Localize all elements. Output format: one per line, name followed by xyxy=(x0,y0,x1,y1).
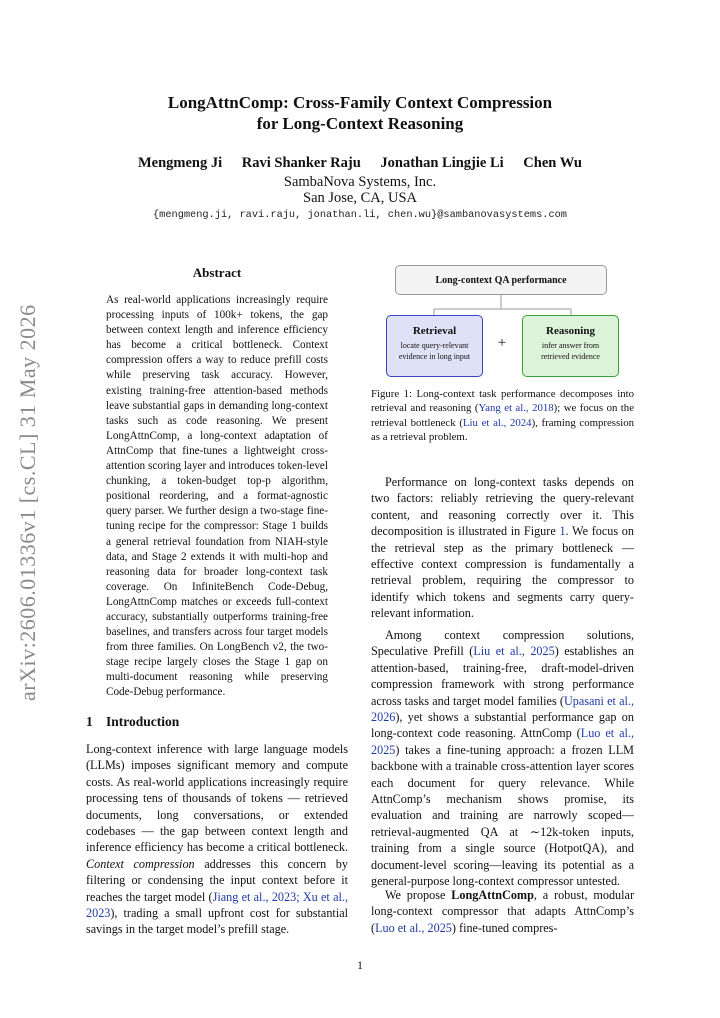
retrieval-desc-2: evidence in long input xyxy=(398,352,471,361)
citation-link[interactable]: Liu et al., 2025 xyxy=(473,644,555,659)
text-run: We propose xyxy=(385,888,452,902)
citation-link[interactable]: Upasani et al., 2026 xyxy=(371,693,635,725)
text-run: Long-context inference with large language models (LLMs) imposes significant memory and compute costs. As real-world applications increasingly require processing tens of thousands of tokens — retrieved documents, long conversations, or extended codebases — the gap between context length and inference efficiency has become a critical bottleneck. xyxy=(86,742,348,855)
right-paragraph-3 xyxy=(371,887,634,936)
author-list xyxy=(100,155,620,172)
affiliation: SambaNova Systems, Inc. xyxy=(283,174,437,190)
reasoning-desc-2: retrieved evidence xyxy=(541,352,600,361)
figure-reasoning-box xyxy=(522,315,619,377)
arxiv-stamp: arXiv:2606.01336v1 [cs.CL] 31 May 2026 xyxy=(15,304,40,701)
abstract-heading: Abstract xyxy=(192,265,242,280)
citation-link[interactable]: Jiang et al., 2023; Xu et al., 2023 xyxy=(86,889,348,921)
right-paragraph-1 xyxy=(371,474,634,622)
figure-top-box: Long-context QA performance xyxy=(395,265,607,295)
author-3: Jonathan Lingjie Li xyxy=(380,155,504,171)
section-heading-introduction xyxy=(86,714,179,730)
text-run: . We focus on the retrieval step as the primary bottleneck — effective context compression is fundamentally a retrieval problem, requiring the compressor to identify which tokens and segments carry query-relevant information. xyxy=(371,524,634,621)
intro-paragraph-1 xyxy=(86,741,348,938)
citation-link[interactable]: Liu et al., 2024 xyxy=(462,416,532,429)
author-emails[interactable]: {mengmeng.ji, ravi.raju, jonathan.li, chen.wu}@sambanovasystems.com xyxy=(152,209,567,221)
title-line-2: for Long-Context Reasoning xyxy=(256,114,464,133)
text-run: ), trading a small upfront cost for substantial savings in the target model’s prefill stage. xyxy=(86,906,348,937)
text-run: ) takes a fine-tuning approach: a frozen LLM backbone with a trainable cross-attention layer scores each document for query relevance. While AttnComp’s mechanism shows promise, its evaluation and training are narrowly scoped—retrieval-augmented QA at ∼12k-token inputs, training from a single source (HotpotQA), and document-level scoring—leaving its potential as a general-purpose long-context compressor untested. xyxy=(371,742,634,889)
emphasis: Context compression xyxy=(86,856,195,871)
figure-1-caption xyxy=(371,387,634,445)
citation-link[interactable]: Luo et al., 2025 xyxy=(371,726,634,757)
text-run: ) establishes an attention-based, training-free, draft-model-driven compression framework with strong performance across tasks and target model families ( xyxy=(371,644,634,708)
bold-term: LongAttnComp xyxy=(451,888,534,902)
text-run: addresses this concern by filtering or condensing the input context before it reaches the target model ( xyxy=(86,856,348,904)
section-number: 1 xyxy=(86,714,93,729)
citation-link[interactable]: Luo et al., 2025 xyxy=(375,920,452,935)
author-4: Chen Wu xyxy=(523,155,582,171)
reasoning-desc-1: infer answer from xyxy=(541,341,600,350)
author-1: Mengmeng Ji xyxy=(137,155,223,171)
retrieval-title: Retrieval xyxy=(412,325,457,337)
text-run: Among context compression solutions, Speculative Prefill ( xyxy=(371,628,634,659)
figure-ref-link[interactable]: 1 xyxy=(559,524,566,539)
figure-retrieval-box xyxy=(386,315,483,377)
title-line-1: LongAttnComp: Cross-Family Context Compression xyxy=(167,93,553,112)
text-run: ), framing compression as a retrieval problem. xyxy=(371,416,634,444)
section-title: Introduction xyxy=(106,714,180,729)
author-2: Ravi Shanker Raju xyxy=(241,155,361,171)
text-run: Figure 1: Long-context task performance decomposes into retrieval and reasoning ( xyxy=(371,388,634,415)
text-run: , a robust, modular long-context compressor that adapts AttnComp’s ( xyxy=(371,888,634,935)
location: San Jose, CA, USA xyxy=(303,190,417,206)
page-number: 1 xyxy=(357,958,363,972)
text-run: ) fine-tuned compres- xyxy=(451,920,558,935)
citation-link[interactable]: Yang et al., 2018 xyxy=(478,402,554,415)
text-run: Performance on long-context tasks depends on two factors: reliably retrieving the query-relevant content, and reasoning correctly over it. This decomposition is illustrated in Figure xyxy=(371,475,634,539)
text-run: ), yet shows a substantial performance gap on long-context code reasoning. AttnComp ( xyxy=(371,710,634,741)
abstract-text: As real-world applications increasingly require processing inputs of 100k+ tokens, the gap between context length and inference efficiency has become a critical bottleneck. Context compression offers a way to reduce prefill costs while preserving task accuracy. However, existing training-free attention-based methods leave substantial gaps in demanding long-context tasks such as code reasoning. We present LongAttnComp, a long-context adaptation of AttnComp that fine-tunes a lightweight cross-attention scoring layer and introduces token-level chunking, a token-budget top-p algorithm, positional reordering, and a format-agnostic query parser. We further design a two-stage fine-tuning recipe for the compressor: Stage 1 builds a general retrieval foundation from NIAH-style data, and Stage 2 extends it with multi-hop and reasoning data for broader long-context task coverage. On InfiniteBench Code-Debug, LongAttnComp matches or exceeds full-context accuracy, substantially outperforms training-free baselines, and transfers across four target models from three families. On LongBench v2, the two-stage recipe largely closes the Stage 1 gap on multi-document reasoning while preserving Code-Debug performance. xyxy=(106,294,328,699)
figure-plus: + xyxy=(497,335,507,351)
text-run: ); we focus on the retrieval bottleneck ( xyxy=(371,402,634,429)
retrieval-desc-1: locate query-relevant xyxy=(400,341,469,350)
paper-title xyxy=(100,92,620,134)
right-paragraph-2 xyxy=(371,627,634,890)
reasoning-title: Reasoning xyxy=(546,325,595,337)
